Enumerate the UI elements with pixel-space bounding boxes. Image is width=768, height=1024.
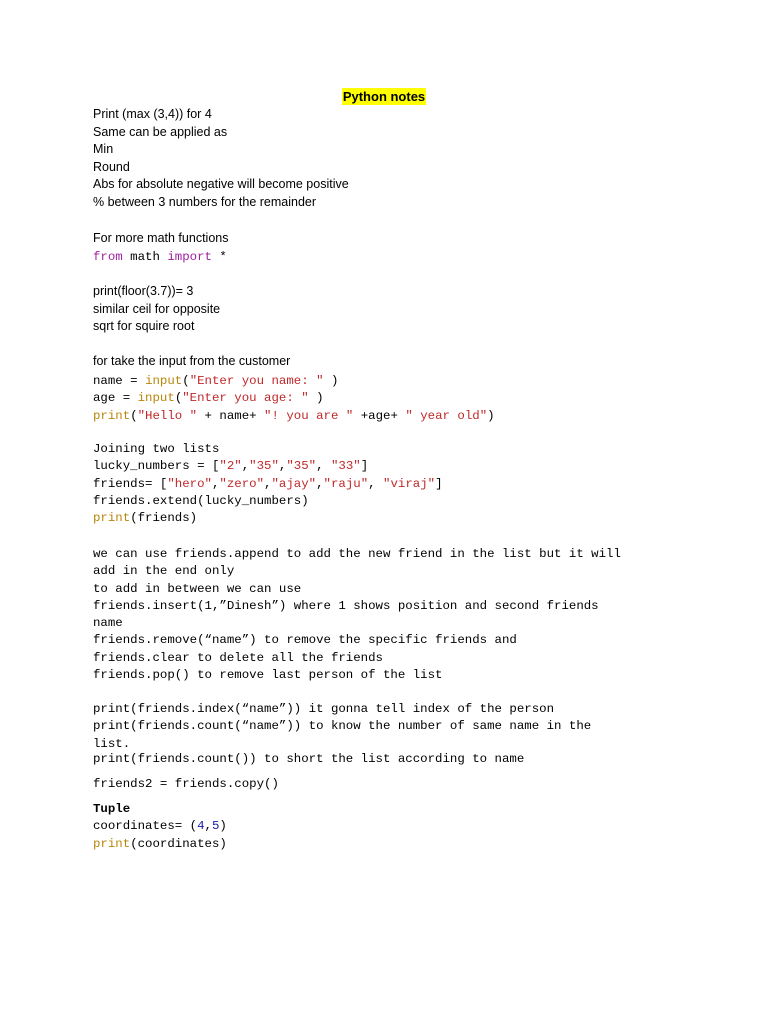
string-literal: " year old" bbox=[405, 408, 488, 423]
list-methods-2 bbox=[93, 701, 693, 768]
string-literal: "33" bbox=[330, 459, 361, 474]
code-text: + name+ bbox=[197, 408, 265, 423]
code-line bbox=[93, 836, 693, 853]
code-line: to add in between we can use bbox=[93, 581, 302, 596]
string-literal: "35" bbox=[286, 459, 317, 474]
note-line: % between 3 numbers for the remainder bbox=[93, 194, 317, 209]
code-text: name = bbox=[93, 374, 146, 388]
lists-code bbox=[93, 441, 693, 527]
input-code bbox=[93, 373, 693, 425]
code-line bbox=[93, 818, 693, 835]
tuple-code bbox=[93, 801, 693, 853]
note-line: sqrt for squire root bbox=[93, 319, 195, 334]
code-line: list. bbox=[93, 736, 131, 751]
note-line: Round bbox=[93, 159, 130, 174]
code-text: ( bbox=[174, 391, 183, 406]
note-line: For more math functions bbox=[93, 231, 229, 245]
string-literal: "raju" bbox=[323, 476, 369, 491]
code-text: ) bbox=[487, 408, 495, 423]
code-text: ( bbox=[182, 374, 190, 388]
string-literal: "35" bbox=[249, 459, 279, 474]
number-literal: 5 bbox=[211, 819, 220, 834]
code-text: (friends) bbox=[130, 511, 198, 526]
code-text: ) bbox=[323, 374, 339, 388]
function-name: input bbox=[145, 374, 183, 388]
code-text: ] bbox=[435, 476, 443, 491]
code-line: friends= ["hero","zero","ajay","raju", "viraj"] bbox=[93, 476, 443, 491]
code-line bbox=[93, 408, 693, 425]
code-line: we can use friends.append to add the new friend in the list but it will bbox=[93, 547, 621, 561]
code-text: ) bbox=[219, 819, 227, 834]
code-line: friends2 = friends.copy() bbox=[93, 777, 279, 791]
code-line bbox=[93, 510, 693, 527]
code-text: ) bbox=[308, 391, 324, 406]
code-text: coordinates= ( bbox=[93, 819, 198, 834]
string-literal: "2" bbox=[219, 459, 242, 474]
string-literal: "hero" bbox=[167, 476, 212, 491]
note-line: Abs for absolute negative will become positive bbox=[93, 177, 349, 192]
note-line: similar ceil for opposite bbox=[93, 301, 221, 316]
copy-code bbox=[93, 776, 693, 793]
code-line: Joining two lists bbox=[93, 442, 220, 456]
import-code bbox=[93, 249, 693, 266]
function-name: input bbox=[137, 391, 175, 406]
math-heading bbox=[93, 230, 693, 248]
code-line bbox=[93, 390, 693, 407]
math-notes bbox=[93, 283, 693, 336]
title-container bbox=[0, 88, 768, 106]
code-text: friends= [ bbox=[93, 476, 168, 491]
note-line: Print (max (3,4)) for 4 bbox=[93, 107, 212, 121]
string-literal: "! you are " bbox=[264, 408, 354, 423]
keyword: import bbox=[167, 250, 212, 264]
code-line: lucky_numbers = ["2","35","35", "33"] bbox=[93, 459, 369, 474]
code-text: * bbox=[212, 250, 227, 264]
code-line: add in the end only bbox=[93, 564, 235, 579]
code-line: print(friends.count()) to short the list according to name bbox=[93, 751, 525, 766]
number-literal: 4 bbox=[197, 819, 205, 834]
note-line: Min bbox=[93, 142, 114, 157]
string-literal: "Enter you age: " bbox=[182, 391, 309, 406]
list-methods bbox=[93, 546, 693, 684]
code-line: friends.insert(1,”Dinesh”) where 1 shows position and second friends bbox=[93, 598, 599, 613]
code-line: print(friends.count(“name”)) to know the number of same name in the bbox=[93, 719, 592, 734]
code-text: (coordinates) bbox=[130, 836, 227, 851]
tuple-heading: Tuple bbox=[93, 802, 131, 816]
code-text: ( bbox=[130, 408, 138, 423]
code-text: +age+ bbox=[353, 408, 406, 423]
code-text: , bbox=[204, 819, 212, 834]
intro-notes bbox=[93, 106, 693, 212]
code-line bbox=[93, 373, 693, 390]
code-line: friends.pop() to remove last person of the list bbox=[93, 668, 443, 683]
function-name: print bbox=[93, 511, 131, 526]
code-line: name bbox=[93, 616, 123, 631]
code-text: math bbox=[122, 250, 168, 264]
code-text: ] bbox=[360, 459, 369, 474]
code-line: friends.remove(“name”) to remove the specific friends and bbox=[93, 633, 517, 648]
function-name: print bbox=[93, 408, 131, 423]
input-heading bbox=[93, 353, 693, 371]
string-literal: "zero" bbox=[219, 476, 265, 491]
note-line: for take the input from the customer bbox=[93, 354, 291, 368]
string-literal: "Enter you name: " bbox=[189, 374, 324, 388]
keyword: from bbox=[93, 250, 123, 264]
code-text: age = bbox=[93, 391, 138, 406]
code-line bbox=[93, 249, 693, 266]
string-literal: "ajay" bbox=[271, 476, 317, 491]
code-text: lucky_numbers = [ bbox=[93, 459, 220, 474]
code-line: friends.clear to delete all the friends bbox=[93, 650, 383, 665]
code-line: print(friends.index(“name”)) it gonna tell index of the person bbox=[93, 702, 555, 716]
note-line: print(floor(3.7))= 3 bbox=[93, 284, 194, 298]
note-line: Same can be applied as bbox=[93, 124, 228, 139]
string-literal: "Hello " bbox=[137, 408, 198, 423]
string-literal: "viraj" bbox=[383, 476, 436, 491]
page-title: Python notes bbox=[342, 89, 426, 104]
code-line: friends.extend(lucky_numbers) bbox=[93, 493, 309, 508]
function-name: print bbox=[93, 836, 131, 851]
